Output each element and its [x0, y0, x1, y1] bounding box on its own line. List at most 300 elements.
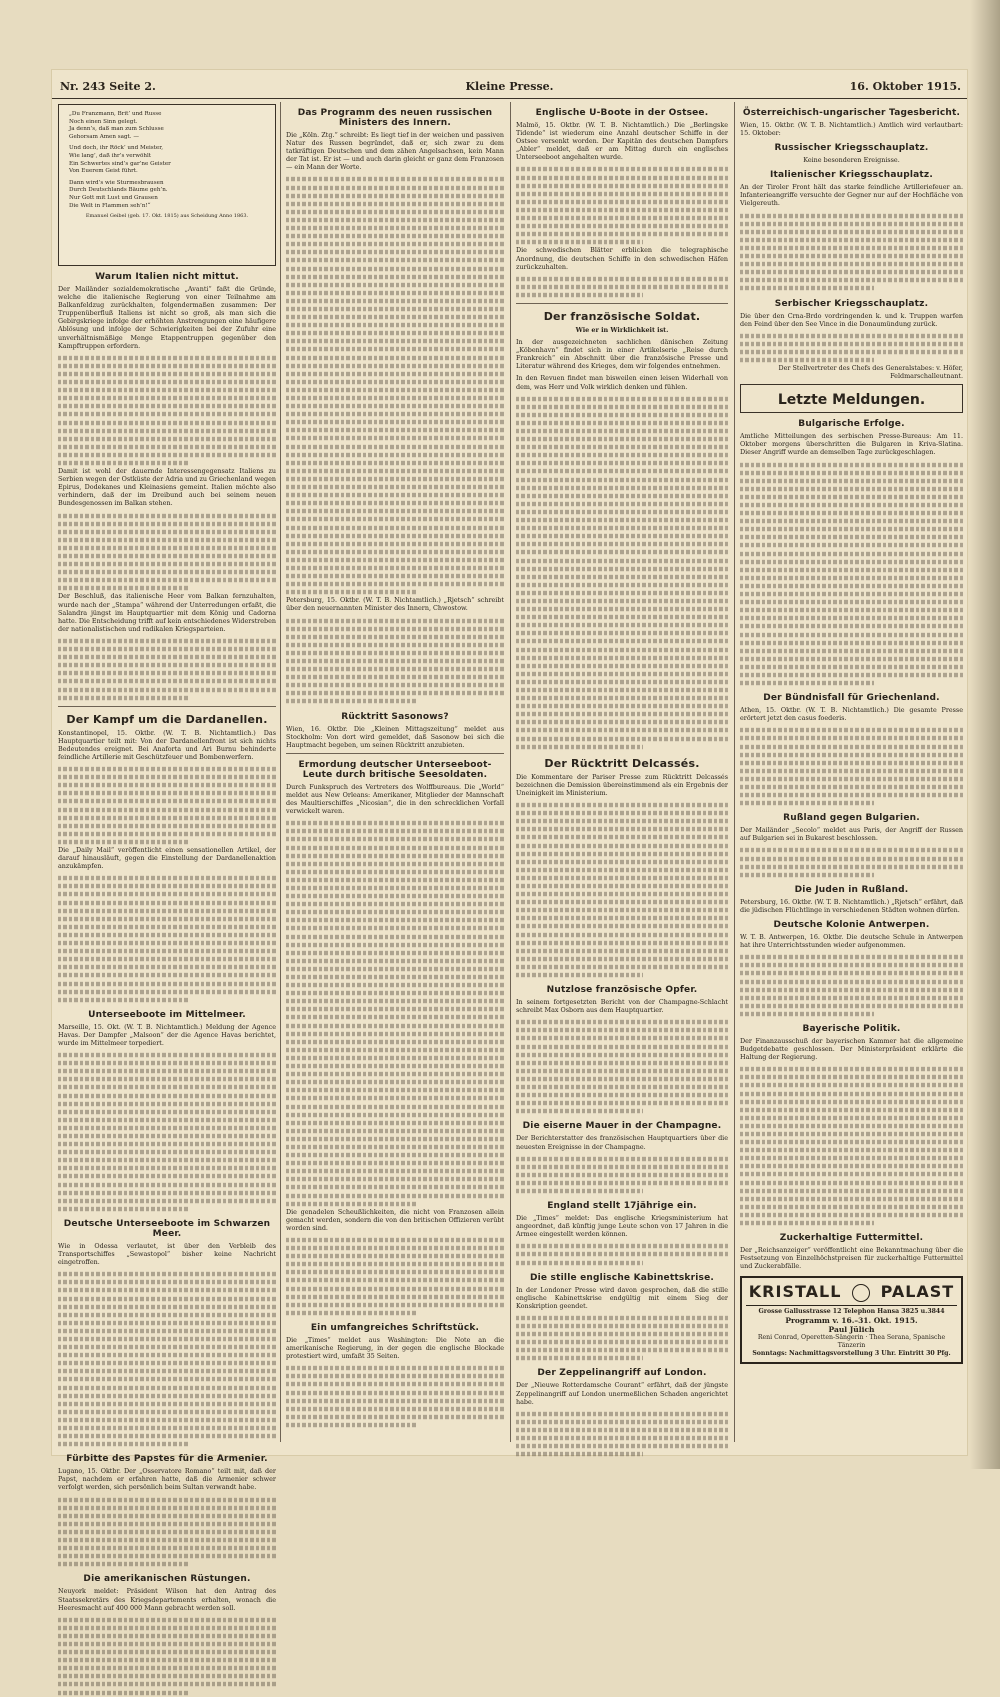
article-text: Die „Times“ meldet: Das englische Kriegsministerium hat angeordnet, daß künftig junge Leute schon von 17 Jahren in die Armee eingestellt werden können. [516, 1214, 728, 1239]
text-line [58, 1634, 276, 1638]
text-line [516, 965, 728, 969]
headline: Die stille englische Kabinettskrise. [529, 1272, 715, 1283]
text-line [740, 238, 963, 242]
text-line [58, 647, 276, 651]
text-line [516, 704, 728, 708]
article-text: Malmö, 15. Oktbr. (W. T. B. Nichtamtlich.) Die „Berlingske Tidende“ ist wiederum eine Anzahl deutscher Schiffe in der Ostsee versenkt worden. Der Kapitän des deutschen Dampfers „Abler“ meldet, daß er am Mittag durch ein englisches Unterseeboot angehalten wurde. [516, 121, 728, 162]
text-line [516, 396, 728, 400]
text-line [516, 884, 728, 888]
text-line [740, 955, 963, 959]
text-line [58, 1207, 189, 1211]
article-text: Wie in Odessa verlautet, ist über den Verbleib des Transportschiffes „Sewastopol“ bisher keine Nachricht eingetroffen. [58, 1241, 276, 1267]
text-line [740, 728, 963, 732]
text-line [58, 840, 189, 844]
text-line [516, 688, 728, 692]
text-line [740, 761, 963, 765]
headline: Die amerikanischen Rüstungen. [83, 1574, 251, 1585]
article-text: Athen, 15. Oktbr. (W. T. B. Nichtamtlich.) Die gesamte Presse erörtert jetzt den casus foederis. [740, 706, 963, 723]
text-line [58, 815, 276, 819]
text-line [286, 372, 504, 376]
text-line [286, 1169, 504, 1173]
text-line [58, 884, 276, 888]
text-line [58, 989, 276, 993]
text-line [286, 1185, 504, 1189]
poem-line: Von Euerem Geist führt. [69, 168, 138, 175]
text-line [740, 1148, 963, 1152]
text-line [516, 860, 728, 864]
text-line [286, 1121, 504, 1125]
text-line [286, 1080, 504, 1084]
text-line [58, 1077, 276, 1081]
text-line [516, 712, 728, 716]
text-line [58, 981, 276, 985]
text-line [286, 436, 504, 440]
text-line [58, 973, 276, 977]
illegible-text-block [516, 801, 728, 979]
text-line [740, 1197, 963, 1201]
column-rule [510, 102, 511, 1442]
article-text: Petersburg, 16. Oktbr. (W. T. B. Nichtamtlich.) „Rjetsch“ erfährt, daß die jüdischen Flüchtlinge in verschiedenen Städten wohnen dürfen. [740, 897, 963, 914]
text-line [58, 655, 276, 659]
text-line [516, 868, 728, 872]
text-line [740, 470, 963, 474]
text-line [286, 1254, 504, 1258]
headline: Fürbitte des Papstes für die Armenier. [66, 1454, 268, 1465]
illegible-text-block [740, 726, 963, 807]
text-line [58, 1530, 276, 1534]
text-line [516, 1348, 728, 1352]
text-line [58, 671, 276, 675]
text-line [286, 918, 504, 922]
text-line [740, 873, 874, 877]
text-line [516, 1165, 728, 1169]
headline: Ein umfangreiches Schriftstück. [310, 1322, 480, 1333]
text-line [58, 461, 189, 465]
poem-line: Durch Deutschlands Bäume geh’n. [69, 187, 168, 194]
text-line [740, 752, 963, 756]
article-text: In der Londoner Presse wird davon gesprochen, daß die stille englische Kabinettskrise endgültig mit einem Sieg der Konskription geendet. [516, 1285, 728, 1310]
headline: Serbischer Kriegsschauplatz. [774, 298, 929, 309]
text-line [516, 851, 728, 855]
headline: Der Rücktritt Delcassés. [544, 756, 700, 770]
article-text: Die „Times“ meldet aus Washington: Die Note an die amerikanische Regierung, in der gegen die englische Blockade protestiert wird, umfaßt 35 Seiten. [286, 1335, 504, 1361]
text-line [58, 1190, 276, 1194]
text-line [58, 832, 276, 836]
text-line [516, 1316, 728, 1320]
text-line [58, 570, 276, 574]
text-line [740, 624, 963, 628]
illegible-text-block [58, 1270, 276, 1448]
poem-line: Die Welt in Flammen seh’n!“ [69, 202, 151, 209]
text-line [58, 530, 276, 534]
text-line [740, 1140, 963, 1144]
text-line [58, 1418, 276, 1422]
headline: Bayerische Politik. [802, 1023, 901, 1034]
text-line [740, 350, 963, 354]
headline: Der Zeppelinangriff auf London. [537, 1368, 707, 1379]
text-line [286, 967, 504, 971]
text-line [58, 1142, 276, 1146]
text-line [286, 461, 504, 465]
text-line [58, 679, 276, 683]
text-line [286, 845, 504, 849]
text-line [516, 1028, 728, 1032]
text-line [58, 1280, 276, 1284]
text-line [516, 240, 643, 244]
text-line [286, 699, 417, 703]
text-line [58, 1666, 276, 1670]
text-line [516, 1444, 728, 1448]
text-line [286, 1177, 504, 1181]
text-line [286, 1007, 504, 1011]
text-line [516, 485, 728, 489]
newspaper-page [52, 70, 967, 1612]
text-line [58, 1182, 276, 1186]
text-line [516, 1324, 728, 1328]
text-line [740, 519, 963, 523]
text-line [516, 1109, 643, 1113]
text-line [286, 886, 504, 890]
illegible-text-block [58, 874, 276, 1004]
text-line [58, 791, 276, 795]
text-line [58, 513, 276, 517]
text-line [516, 680, 728, 684]
text-line [286, 558, 504, 562]
text-line [286, 202, 504, 206]
text-line [516, 1077, 728, 1081]
last-news-title: Letzte Meldungen. [777, 392, 926, 409]
ad-title [746, 1282, 957, 1306]
text-line [516, 175, 728, 179]
article-text: Petersburg, 15. Oktbr. (W. T. B. Nichtamtlich.) „Rjetsch“ schreibt über den neuernannten Minister des Innern, Chwostow. [286, 596, 504, 613]
article-text: Die über den Crna-Brdo vordringenden k. und k. Truppen warfen den Feind über den See Vince in die Donaumündung zurück. [740, 311, 963, 328]
text-line [516, 405, 728, 409]
text-line [286, 493, 504, 497]
text-line [58, 1385, 276, 1389]
text-line [286, 1072, 504, 1076]
text-line [740, 568, 963, 572]
text-line [516, 932, 728, 936]
text-line [58, 356, 276, 360]
text-line [740, 856, 963, 860]
text-line [740, 1156, 963, 1160]
text-line [286, 299, 504, 303]
article-text: Der Beschluß, das italienische Heer vom Balkan fernzuhalten, wurde nach der „Stampa“ während der Unterredungen erfaßt, die Salandra jüngst im Hauptquartier mit dem König und Cadorna hatte. Die Entscheidung trifft auf kein entschiedenes Widerstreben der nationalistischen und radikalen Kriegsparteien. [58, 592, 276, 633]
text-line [286, 226, 504, 230]
text-line [286, 355, 504, 359]
text-line [58, 1150, 276, 1154]
text-line [516, 453, 728, 457]
text-line [286, 1262, 504, 1266]
text-line [740, 358, 874, 362]
text-line [516, 232, 728, 236]
text-line [286, 469, 504, 473]
text-line [286, 1390, 504, 1394]
text-line [58, 1118, 276, 1122]
text-line [740, 963, 963, 967]
text-line [740, 1180, 963, 1184]
text-line [286, 1145, 504, 1149]
last-news-box [740, 384, 963, 413]
text-line [516, 1181, 728, 1185]
text-line [286, 1374, 504, 1378]
text-line [516, 1260, 643, 1264]
text-line [740, 495, 963, 499]
text-line [286, 1112, 504, 1116]
text-line [516, 208, 728, 212]
text-line [740, 543, 963, 547]
illegible-text-block [58, 512, 276, 593]
text-line [740, 342, 963, 346]
text-line [740, 1091, 963, 1095]
text-line [516, 445, 728, 449]
text-line [286, 902, 504, 906]
text-line [516, 192, 728, 196]
text-line [58, 1369, 276, 1373]
text-line [516, 1020, 728, 1024]
article-text: Der „Nieuwe Rotterdamsche Courant“ erfährt, daß der jüngste Zeppelinangriff auf London unermeßlichen Schaden angerichtet habe. [516, 1381, 728, 1406]
text-line [516, 591, 728, 595]
text-line [286, 1398, 504, 1402]
text-line [58, 412, 276, 416]
article-text: An der Tiroler Front hält das starke feindliche Artilleriefeuer an. Infanterieangriffe versuchte der Gegner nur auf der Hochfläche von Vielgereuth. [740, 183, 963, 208]
text-line [286, 388, 504, 392]
text-line [58, 1272, 276, 1276]
text-line [58, 908, 276, 912]
text-line [286, 853, 504, 857]
article-text: Die schwedischen Blätter erblicken die telegraphische Anordnung, die deutschen Schiffe in den schwedischen Häfen zurückzuhalten. [516, 246, 728, 271]
divider [516, 303, 728, 304]
text-line [58, 1353, 276, 1357]
text-line [58, 538, 276, 542]
text-line [516, 494, 728, 498]
text-line [58, 1650, 276, 1654]
headline: Österreichisch-ungarischer Tagesbericht. [742, 108, 961, 118]
text-line [286, 862, 504, 866]
illegible-text-block [58, 354, 276, 467]
text-line [516, 1069, 728, 1073]
text-line [286, 396, 504, 400]
text-line [740, 254, 963, 258]
text-line [516, 728, 728, 732]
text-line [58, 1288, 276, 1292]
text-line [286, 1015, 504, 1019]
poem-line: Nur Gott mit Lust und Grausen [69, 194, 158, 201]
article-text: Wien, 16. Oktbr. Die „Kleinen Mittagszeitung“ meldet aus Stockholm: Von dort wird gemeldet, daß Sasonow bei sich die Hauptmacht begeben, um seinen Rücktritt anzubieten. [286, 724, 504, 749]
subheadline: Wie er in Wirklichkeit ist. [575, 325, 669, 334]
text-line [516, 1244, 728, 1248]
headline: Russischer Kriegsschauplatz. [774, 143, 929, 154]
text-line [286, 428, 504, 432]
text-line [58, 420, 276, 424]
text-line [286, 1366, 504, 1370]
text-line [58, 900, 276, 904]
illegible-text-block [740, 461, 963, 688]
divider [58, 706, 276, 707]
text-line [740, 971, 963, 975]
text-line [58, 1682, 276, 1686]
text-line [58, 1296, 276, 1300]
text-line [516, 1093, 728, 1097]
text-line [516, 843, 728, 847]
text-line [286, 1153, 504, 1157]
ad-title-left: KRISTALL [748, 1282, 842, 1302]
text-line [516, 811, 728, 815]
text-line [516, 1052, 728, 1056]
text-line [286, 177, 504, 181]
text-line [58, 941, 276, 945]
text-line [286, 651, 504, 655]
text-line [740, 1083, 963, 1087]
illegible-text-block [516, 165, 728, 246]
text-line [516, 803, 728, 807]
text-line [58, 687, 276, 691]
text-line [58, 639, 276, 643]
headline: Deutsche Unterseeboote im Schwarzen Meer. [63, 1218, 271, 1239]
ad-address: Grosse Gallusstrasse 12 Telephon Hansa 3825 u.3844 [758, 1307, 945, 1315]
text-line [740, 848, 963, 852]
text-line [740, 1221, 874, 1225]
text-line [286, 210, 504, 214]
text-line [58, 949, 276, 953]
text-line [286, 590, 417, 594]
text-line [286, 347, 504, 351]
text-line [286, 380, 504, 384]
text-line [516, 566, 728, 570]
text-line [740, 864, 963, 868]
text-line [58, 364, 276, 368]
text-line [286, 412, 504, 416]
text-line [286, 315, 504, 319]
issue-number: Nr. 243 Seite 2. [60, 80, 156, 93]
text-line [740, 979, 963, 983]
text-line [516, 1332, 728, 1336]
text-line [286, 1096, 504, 1100]
text-line [740, 1116, 963, 1120]
text-line [516, 973, 643, 977]
text-line [740, 278, 963, 282]
headline: Zuckerhaltige Futtermittel. [779, 1233, 924, 1244]
text-line [286, 574, 504, 578]
text-line [286, 1064, 504, 1068]
text-line [740, 1067, 963, 1071]
article-text: Konstantinopel, 15. Oktbr. (W. T. B. Nichtamtlich.) Das Hauptquartier teilt mit: Von der Dardanellenfront ist sich nichts Bedeutendes ereignet. Bei Anaforta und Ari Burnu behinderte feindliche Artillerie mit Geschützfeuer und Bombenwerfern. [58, 728, 276, 761]
text-line [286, 870, 504, 874]
text-line [740, 559, 963, 563]
text-line [516, 607, 728, 611]
text-line [286, 691, 504, 695]
text-line [516, 293, 643, 297]
text-line [286, 1031, 504, 1035]
text-line [58, 428, 276, 432]
text-line [740, 616, 963, 620]
article-text: Wien, 15. Oktbr. (W. T. B. Nichtamtlich.) Amtlich wird verlautbart: 15. Oktober: [740, 121, 963, 138]
text-line [740, 665, 963, 669]
text-line [286, 307, 504, 311]
text-line [286, 991, 504, 995]
text-line [286, 274, 504, 278]
text-line [516, 534, 728, 538]
poem-box [58, 104, 276, 266]
text-line [58, 1442, 189, 1446]
text-line [740, 744, 963, 748]
headline: Rücktritt Sasonows? [341, 711, 449, 722]
text-line [58, 1085, 276, 1089]
text-line [286, 1104, 504, 1108]
text-line [740, 632, 963, 636]
text-line [58, 1562, 189, 1566]
text-line [286, 1040, 504, 1044]
article-text: Lugano, 15. Oktbr. Der „Osservatore Romano“ teilt mit, daß der Papst, nachdem er erfahren hatte, daß die Armenier schwer verfolgt werden, sich persönlich beim Sultan verwandt habe. [58, 1467, 276, 1492]
article-text: Der Finanzausschuß der bayerischen Kammer hat die allgemeine Budgetdebatte geschlossen. Der Ministerpräsident erklärte die Haltung der Regierung. [740, 1036, 963, 1062]
text-line [740, 1012, 874, 1016]
signature: Der Stellvertreter des Chefs des Generalstabes: v. Höfer, Feldmarschalleutnant. [778, 364, 963, 381]
article-text: Der Mailänder sozialdemokratische „Avanti“ faßt die Gründe, welche die italienische Regierung von einer Teilnahme am Balkanfeldzug zurückhalten, folgendermaßen zusammen: Der Truppenüberfluß Italiens ist nicht so groß, als man sich die Gebirgskriege infolge der erhöhten Anstrengungen eine häufigere Ablösung und infolge der Schwierigkeiten bei der Zufuhr eine unverhältnismäßige Menge Etappentruppen gegenüber den Kampftruppen erfordern. [58, 285, 276, 350]
illegible-text-block [58, 637, 276, 702]
headline: Der Kampf um die Dardanellen. [66, 712, 268, 726]
headline: England stellt 17jährige ein. [547, 1201, 697, 1212]
text-line [58, 1377, 276, 1381]
text-line [516, 1036, 728, 1040]
text-line [58, 445, 276, 449]
text-line [286, 910, 504, 914]
text-line [516, 744, 643, 748]
masthead [52, 70, 967, 99]
text-line [740, 1075, 963, 1079]
text-line [740, 1205, 963, 1209]
article-text: Durch Funkspruch des Vertreters des Wolffbureaus. Die „World“ meldet aus New Orleans: Amerikaner, Mitglieder der Mannschaft des Maultierschiffes „Nicosian“, die in den schrecklichen Vorfall verwickelt waren. [286, 782, 504, 816]
text-line [58, 1174, 276, 1178]
text-line [286, 894, 504, 898]
text-line [286, 542, 504, 546]
headline: Deutsche Kolonie Antwerpen. [773, 920, 930, 931]
illegible-text-block [516, 1155, 728, 1195]
text-line [740, 551, 963, 555]
text-line [516, 736, 728, 740]
text-line [58, 876, 276, 880]
illegible-text-block [58, 765, 276, 846]
text-line [58, 1361, 276, 1365]
headline: Der französische Soldat. [543, 309, 701, 323]
text-line [740, 479, 963, 483]
text-line [286, 266, 504, 270]
poem-line: „Du Franzmann, Brit’ und Russe [69, 111, 162, 117]
headline: Bulgarische Erfolge. [798, 419, 905, 430]
text-line [516, 542, 728, 546]
text-line [58, 1345, 276, 1349]
text-line [740, 527, 963, 531]
text-line [286, 999, 504, 1003]
kristall-palast-advertisement [740, 1276, 963, 1364]
text-line [286, 659, 504, 663]
text-line [740, 793, 963, 797]
text-line [286, 683, 504, 687]
text-line [58, 663, 276, 667]
text-line [740, 600, 963, 604]
text-line [516, 421, 728, 425]
text-line [286, 185, 504, 189]
poem-line: Dann wird’s wie Sturmesbrausen [69, 179, 164, 186]
article-text: Der Berichterstatter des französischen Hauptquartiers über die neuesten Ereignisse in der Champagne. [516, 1134, 728, 1151]
text-line [58, 1554, 276, 1558]
text-line [286, 821, 504, 825]
illegible-text-block [58, 1051, 276, 1213]
text-line [740, 987, 963, 991]
headline: Ermordung deutscher Unterseeboot-Leute durch britische Seesoldaten. [298, 759, 492, 780]
illegible-text-block [516, 275, 728, 299]
text-line [58, 892, 276, 896]
text-line [740, 221, 963, 225]
